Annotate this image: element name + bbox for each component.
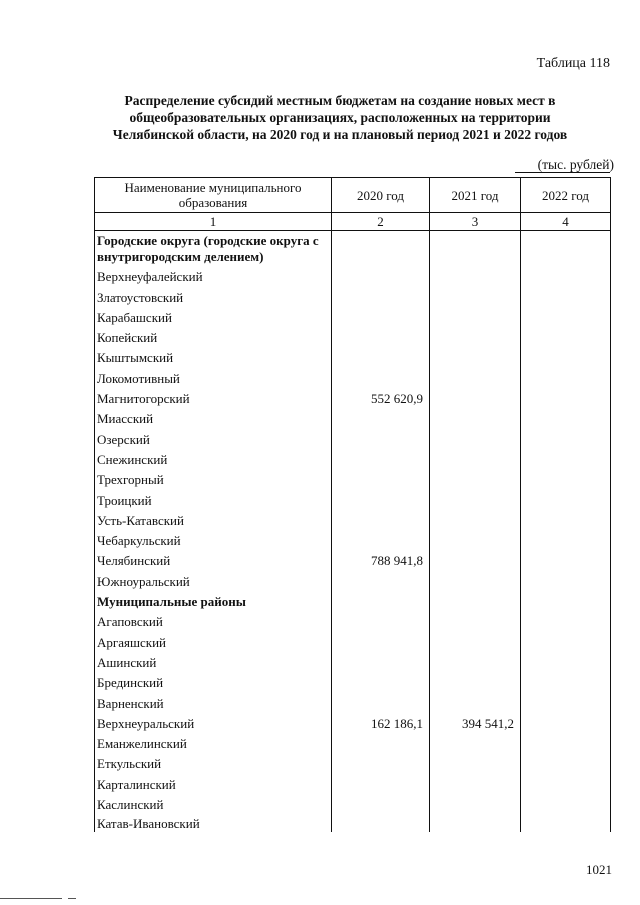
table-row (95, 488, 611, 508)
cell-2022 (521, 793, 611, 813)
cell-2020 (332, 610, 430, 630)
table-row (95, 529, 611, 549)
cell-2021: 394 541,2 (430, 712, 521, 732)
table-body (95, 231, 611, 833)
cell-2021 (430, 772, 521, 792)
cell-name: Верхнеуфалейский (95, 265, 332, 285)
cell-name: Усть-Катавский (95, 509, 332, 529)
cell-2020 (332, 326, 430, 346)
cell-2020 (332, 772, 430, 792)
column-number: 4 (521, 213, 611, 231)
cell-2022 (521, 346, 611, 366)
header-row (95, 178, 611, 213)
cell-2021 (430, 366, 521, 386)
table-row (95, 569, 611, 589)
cell-2021 (430, 813, 521, 832)
table-row (95, 387, 611, 407)
cell-2021 (430, 569, 521, 589)
cell-2020 (332, 306, 430, 326)
table-row (95, 610, 611, 630)
table-row (95, 427, 611, 447)
cell-2020 (332, 448, 430, 468)
cell-2022 (521, 231, 611, 266)
title-line: Распределение субсидий местным бюджетам на создание новых мест в (124, 93, 556, 108)
table-row (95, 346, 611, 366)
table-row (95, 813, 611, 832)
cell-2022 (521, 306, 611, 326)
cell-name: Локомотивный (95, 366, 332, 386)
cell-2022 (521, 549, 611, 569)
cell-2021 (430, 793, 521, 813)
cell-name: Муниципальные районы (95, 590, 332, 610)
cell-2020 (332, 793, 430, 813)
cell-2022 (521, 772, 611, 792)
cell-2021 (430, 468, 521, 488)
cell-2020 (332, 590, 430, 610)
cell-name: Варненский (95, 691, 332, 711)
cell-2022 (521, 610, 611, 630)
table-row (95, 691, 611, 711)
table-row (95, 509, 611, 529)
cell-2021 (430, 346, 521, 366)
cell-2020 (332, 691, 430, 711)
table-row (95, 793, 611, 813)
cell-2022 (521, 366, 611, 386)
title-line: Челябинской области, на 2020 год и на плановый период 2021 и 2022 годов (112, 127, 568, 142)
cell-2022 (521, 651, 611, 671)
table-row (95, 285, 611, 305)
table-row (95, 326, 611, 346)
cell-2021 (430, 427, 521, 447)
cell-name: Челябинский (95, 549, 332, 569)
cell-2020 (332, 529, 430, 549)
cell-name: Верхнеуральский (95, 712, 332, 732)
cell-name: Троицкий (95, 488, 332, 508)
cell-name: Городские округа (городские округа с внутригородским делением) (95, 231, 332, 266)
cell-2022 (521, 468, 611, 488)
table-row (95, 712, 611, 732)
document-title (60, 92, 620, 143)
cell-name: Снежинский (95, 448, 332, 468)
cell-2020 (332, 752, 430, 772)
cell-2022 (521, 529, 611, 549)
cell-2020 (332, 468, 430, 488)
table-row (95, 468, 611, 488)
cell-name: Еманжелинский (95, 732, 332, 752)
table-label: Таблица 118 (536, 56, 610, 71)
cell-2022 (521, 671, 611, 691)
cell-2020 (332, 630, 430, 650)
cell-name: Еткульский (95, 752, 332, 772)
table-row (95, 407, 611, 427)
cell-2020 (332, 407, 430, 427)
cell-2022 (521, 630, 611, 650)
cell-name: Карталинский (95, 772, 332, 792)
footer-rule-short (68, 898, 76, 899)
cell-2020 (332, 813, 430, 832)
cell-name: Кыштымский (95, 346, 332, 366)
cell-2021 (430, 306, 521, 326)
table-row (95, 651, 611, 671)
column-number: 2 (332, 213, 430, 231)
cell-2021 (430, 529, 521, 549)
cell-2021 (430, 448, 521, 468)
cell-2022 (521, 590, 611, 610)
cell-2020 (332, 265, 430, 285)
cell-2020 (332, 569, 430, 589)
cell-2022 (521, 813, 611, 832)
cell-2020: 162 186,1 (332, 712, 430, 732)
cell-2020 (332, 346, 430, 366)
cell-2022 (521, 691, 611, 711)
table-row (95, 671, 611, 691)
cell-2021 (430, 590, 521, 610)
table-group-row (95, 231, 611, 266)
cell-2022 (521, 509, 611, 529)
subsidy-table (94, 177, 611, 832)
header-2022: 2022 год (521, 178, 611, 213)
cell-2020 (332, 671, 430, 691)
column-number: 3 (430, 213, 521, 231)
table-row (95, 306, 611, 326)
units-underline (515, 172, 610, 173)
cell-name: Аргаяшский (95, 630, 332, 650)
cell-name: Каслинский (95, 793, 332, 813)
column-number: 1 (95, 213, 332, 231)
cell-name: Катав-Ивановский (95, 813, 332, 832)
cell-2021 (430, 651, 521, 671)
cell-2022 (521, 448, 611, 468)
cell-2022 (521, 265, 611, 285)
table-row (95, 772, 611, 792)
table-group-row (95, 590, 611, 610)
cell-2022 (521, 569, 611, 589)
table-row (95, 549, 611, 569)
cell-2020: 788 941,8 (332, 549, 430, 569)
cell-name: Миасский (95, 407, 332, 427)
cell-2020 (332, 231, 430, 266)
cell-2020 (332, 366, 430, 386)
cell-2022 (521, 407, 611, 427)
cell-2022 (521, 285, 611, 305)
table-row (95, 630, 611, 650)
cell-2022 (521, 712, 611, 732)
cell-2020 (332, 488, 430, 508)
header-2020: 2020 год (332, 178, 430, 213)
cell-2021 (430, 407, 521, 427)
footer-rule (0, 898, 62, 899)
cell-2022 (521, 427, 611, 447)
cell-2021 (430, 610, 521, 630)
table-row (95, 265, 611, 285)
cell-2021 (430, 231, 521, 266)
cell-2021 (430, 752, 521, 772)
table-row (95, 732, 611, 752)
cell-2022 (521, 488, 611, 508)
cell-2021 (430, 285, 521, 305)
cell-2020 (332, 509, 430, 529)
cell-name: Агаповский (95, 610, 332, 630)
cell-2021 (430, 630, 521, 650)
cell-name: Трехгорный (95, 468, 332, 488)
table-row (95, 366, 611, 386)
page-number: 1021 (586, 862, 612, 877)
cell-2020 (332, 427, 430, 447)
cell-2022 (521, 732, 611, 752)
cell-2021 (430, 509, 521, 529)
table-row (95, 448, 611, 468)
title-line: общеобразовательных организациях, расположенных на территории (129, 110, 551, 125)
cell-name: Карабашский (95, 306, 332, 326)
table-row (95, 752, 611, 772)
cell-2021 (430, 488, 521, 508)
cell-2021 (430, 387, 521, 407)
cell-2021 (430, 265, 521, 285)
cell-2020: 552 620,9 (332, 387, 430, 407)
cell-2022 (521, 387, 611, 407)
cell-2021 (430, 732, 521, 752)
cell-2020 (332, 732, 430, 752)
cell-name: Златоустовский (95, 285, 332, 305)
header-name: Наименование муниципального образования (95, 178, 332, 213)
cell-2021 (430, 691, 521, 711)
cell-2020 (332, 285, 430, 305)
cell-2021 (430, 549, 521, 569)
cell-name: Ашинский (95, 651, 332, 671)
cell-2021 (430, 671, 521, 691)
column-number-row (95, 213, 611, 231)
units-note: (тыс. рублей) (537, 157, 614, 172)
cell-name: Магнитогорский (95, 387, 332, 407)
cell-2022 (521, 326, 611, 346)
cell-name: Озерский (95, 427, 332, 447)
cell-2022 (521, 752, 611, 772)
cell-name: Копейский (95, 326, 332, 346)
header-2021: 2021 год (430, 178, 521, 213)
cell-name: Южноуральский (95, 569, 332, 589)
cell-2021 (430, 326, 521, 346)
cell-name: Чебаркульский (95, 529, 332, 549)
cell-name: Брединский (95, 671, 332, 691)
cell-2020 (332, 651, 430, 671)
